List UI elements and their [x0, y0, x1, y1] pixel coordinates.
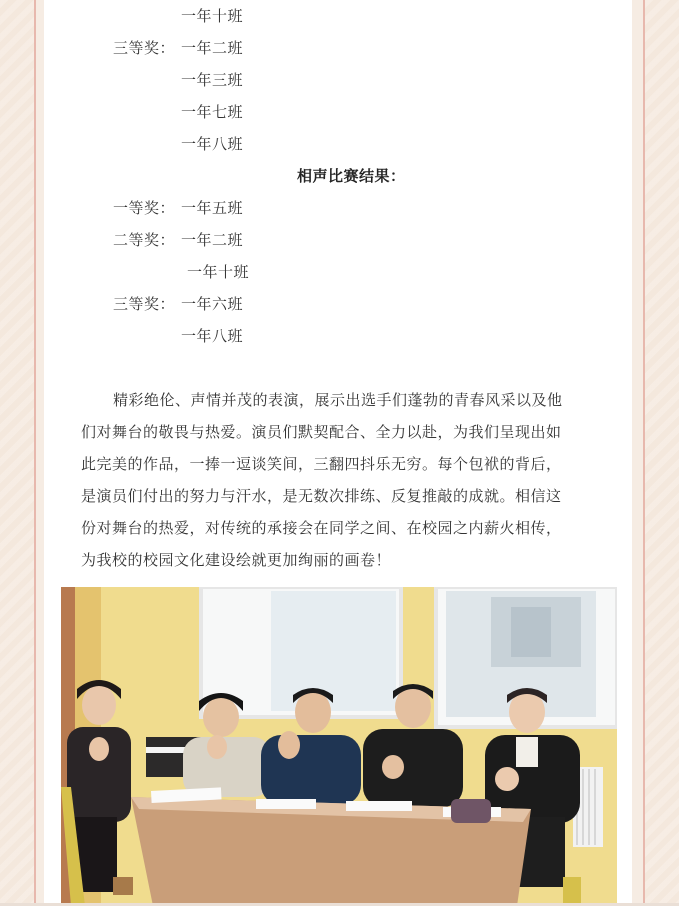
left-margin-texture: [0, 0, 34, 906]
right-margin-texture: [645, 0, 679, 906]
award-entry: 一年八班: [181, 327, 244, 345]
first-prize-label: 一等奖：: [113, 199, 176, 217]
third-prize-label: 三等奖：: [113, 39, 176, 57]
award-entry: 一年七班: [181, 103, 244, 121]
award-entry: 一年二班: [181, 39, 244, 57]
award-entry: 一年八班: [181, 135, 244, 153]
award-entry: 一年五班: [181, 199, 244, 217]
right-frame-line: [643, 0, 645, 906]
paragraph-line: 精彩绝伦、声情并茂的表演，展示出选手们蓬勃的青春风采以及他: [113, 391, 563, 409]
award-entry: 一年二班: [181, 231, 244, 249]
judges-panel-photo: [61, 587, 617, 906]
crosstalk-results-heading: 相声比赛结果：: [297, 167, 406, 185]
paragraph-line: 为我校的校园文化建设绘就更加绚丽的画卷！: [81, 551, 392, 569]
paragraph-line: 此完美的作品，一捧一逗谈笑间，三翻四抖乐无穷。每个包袱的背后，: [81, 455, 562, 473]
paragraph-line: 们对舞台的敬畏与热爱。演员们默契配合、全力以赴，为我们呈现出如: [81, 423, 562, 441]
third-prize-label: 三等奖：: [113, 295, 176, 313]
award-entry: 一年十班: [187, 263, 250, 281]
second-prize-label: 二等奖：: [113, 231, 176, 249]
award-entry: 一年三班: [181, 71, 244, 89]
left-frame-line: [34, 0, 36, 906]
award-entry: 一年十班: [181, 7, 244, 25]
award-entry: 一年六班: [181, 295, 244, 313]
paragraph-line: 是演员们付出的努力与汗水，是无数次排练、反复推敲的成就。相信这: [81, 487, 562, 505]
paragraph-line: 份对舞台的热爱，对传统的承接会在同学之间、在校园之内薪火相传，: [81, 519, 562, 537]
